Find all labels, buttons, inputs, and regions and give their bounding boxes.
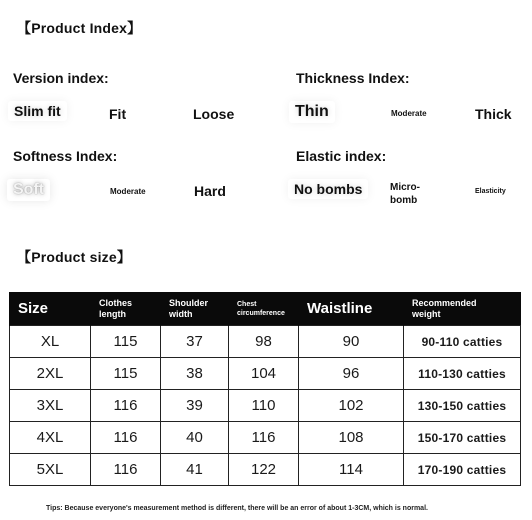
version-index-label: Version index: bbox=[13, 70, 109, 86]
cell-chest: 98 bbox=[229, 326, 299, 358]
cell-waistline: 96 bbox=[299, 358, 404, 390]
header-size: Size bbox=[10, 292, 91, 326]
cell-recommended-weight: 150-170 catties bbox=[404, 422, 521, 454]
cell-size: XL bbox=[10, 326, 91, 358]
cell-clothes-length: 116 bbox=[91, 390, 161, 422]
header-clothes-line: Clothes bbox=[99, 297, 133, 308]
softness-option-hard: Hard bbox=[194, 183, 226, 199]
cell-shoulder-width: 40 bbox=[161, 422, 229, 454]
version-option-fit: Fit bbox=[109, 106, 127, 122]
header-length-line: length bbox=[99, 308, 126, 319]
cell-clothes-length: 116 bbox=[91, 422, 161, 454]
cell-waistline: 102 bbox=[299, 390, 404, 422]
cell-waistline: 90 bbox=[299, 326, 404, 358]
cell-clothes-length: 116 bbox=[91, 454, 161, 486]
table-row bbox=[10, 326, 521, 358]
measurement-tips: Tips: Because everyone's measurement method is different, there will be an error of about 1-3CM, which is normal. bbox=[46, 505, 428, 512]
cell-waistline: 108 bbox=[299, 422, 404, 454]
cell-recommended-weight: 110-130 catties bbox=[404, 358, 521, 390]
elastic-option-elasticity: Elasticity bbox=[475, 188, 506, 195]
size-table-header-row bbox=[10, 292, 521, 326]
product-index-title: 【Product Index】 bbox=[17, 20, 142, 36]
elastic-option-micro-line: Micro- bbox=[390, 182, 420, 193]
cell-recommended-weight: 170-190 catties bbox=[404, 454, 521, 486]
version-option-loose: Loose bbox=[193, 106, 235, 122]
table-row bbox=[10, 390, 521, 422]
cell-waistline: 114 bbox=[299, 454, 404, 486]
cell-clothes-length: 115 bbox=[91, 326, 161, 358]
header-chest-circumference bbox=[229, 292, 299, 326]
thickness-option-thick: Thick bbox=[475, 106, 512, 122]
table-row bbox=[10, 358, 521, 390]
header-waistline: Waistline bbox=[299, 292, 404, 326]
table-row bbox=[10, 454, 521, 486]
header-shoulder-width bbox=[161, 292, 229, 326]
header-circumference-line: circumference bbox=[237, 309, 285, 317]
header-recommended-weight bbox=[404, 292, 521, 326]
softness-option-soft: Soft bbox=[7, 179, 50, 201]
elastic-index-label: Elastic index: bbox=[296, 148, 387, 164]
softness-index-label: Softness Index: bbox=[13, 148, 118, 164]
product-size-title: 【Product size】 bbox=[17, 249, 132, 265]
header-width-line: width bbox=[169, 308, 193, 319]
header-clothes-length bbox=[91, 292, 161, 326]
elastic-option-bomb-line: bomb bbox=[390, 195, 418, 206]
version-option-slim-fit: Slim fit bbox=[8, 101, 67, 121]
cell-shoulder-width: 37 bbox=[161, 326, 229, 358]
header-chest-line: Chest bbox=[237, 300, 257, 308]
header-recommended-line: Recommended bbox=[412, 297, 477, 308]
size-table bbox=[9, 292, 521, 486]
cell-recommended-weight: 90-110 catties bbox=[404, 326, 521, 358]
softness-option-moderate: Moderate bbox=[110, 187, 146, 196]
cell-shoulder-width: 41 bbox=[161, 454, 229, 486]
elastic-option-no-bombs: No bombs bbox=[288, 179, 368, 199]
cell-shoulder-width: 39 bbox=[161, 390, 229, 422]
cell-chest: 122 bbox=[229, 454, 299, 486]
elastic-option-micro-bomb bbox=[390, 181, 420, 207]
header-shoulder-line: Shoulder bbox=[169, 297, 209, 308]
cell-size: 4XL bbox=[10, 422, 91, 454]
thickness-option-moderate: Moderate bbox=[391, 109, 427, 118]
table-row bbox=[10, 422, 521, 454]
cell-clothes-length: 115 bbox=[91, 358, 161, 390]
cell-shoulder-width: 38 bbox=[161, 358, 229, 390]
cell-recommended-weight: 130-150 catties bbox=[404, 390, 521, 422]
cell-chest: 110 bbox=[229, 390, 299, 422]
header-weight-line: weight bbox=[412, 308, 441, 319]
thickness-index-label: Thickness Index: bbox=[296, 70, 410, 86]
cell-size: 3XL bbox=[10, 390, 91, 422]
cell-size: 5XL bbox=[10, 454, 91, 486]
thickness-option-thin: Thin bbox=[289, 101, 335, 123]
cell-chest: 104 bbox=[229, 358, 299, 390]
cell-chest: 116 bbox=[229, 422, 299, 454]
cell-size: 2XL bbox=[10, 358, 91, 390]
